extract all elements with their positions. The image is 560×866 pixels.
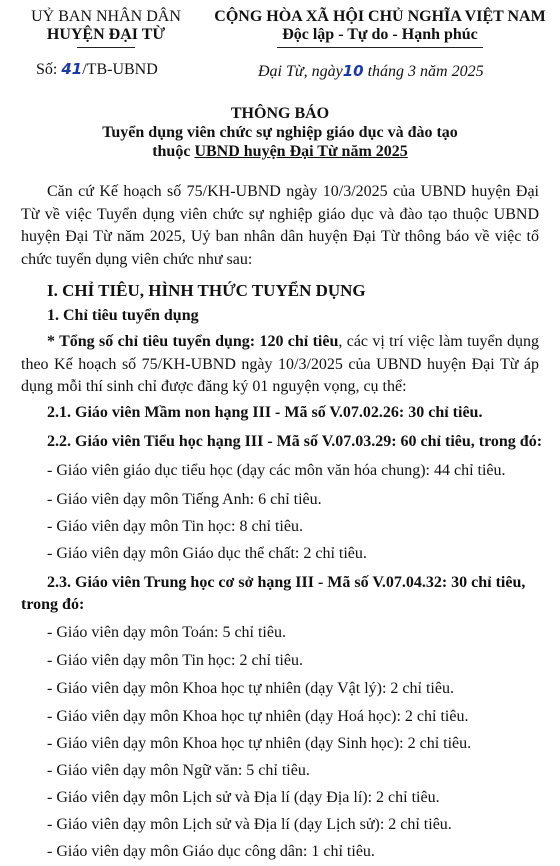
total-bold: * Tổng số chỉ tiêu tuyển dụng: 120 chỉ tiêu <box>47 333 339 350</box>
secondary-item: - Giáo viên dạy môn Ngữ văn: 5 chỉ tiêu. <box>47 762 310 779</box>
document-subtitle-2 <box>0 143 560 161</box>
subtitle-prefix: thuộc <box>152 143 195 160</box>
secondary-item: - Giáo viên dạy môn Giáo dục công dân: 1 chỉ tiêu. <box>47 843 375 860</box>
total-rest: , các vị trí việc làm tuyển dụng theo Kế hoạch số 75/KH-UBND ngày 10/3/2025 của UBND huyện Đại Từ áp dụng mỗi thí sinh chỉ được đăng ký 01 nguyện vọng, cụ thể: <box>21 333 539 395</box>
number-handwritten: 41 <box>61 60 83 78</box>
section-heading-1: I. CHỈ TIÊU, HÌNH THỨC TUYỂN DỤNG <box>47 281 366 300</box>
number-suffix: /TB-UBND <box>82 61 158 78</box>
date-day-handwritten: 10 <box>342 62 364 80</box>
primary-item: - Giáo viên dạy môn Giáo dục thể chất: 2 chỉ tiêu. <box>47 545 367 562</box>
item-2-1: 2.1. Giáo viên Mầm non hạng III - Mã số V.07.02.26: 30 chỉ tiêu. <box>47 404 483 421</box>
date-prefix: Đại Từ, ngày <box>258 63 343 80</box>
total-paragraph <box>21 331 539 399</box>
date-suffix: tháng 3 năm 2025 <box>367 63 484 80</box>
agency-underline <box>77 47 135 48</box>
intro-paragraph: Căn cứ Kế hoạch số 75/KH-UBND ngày 10/3/2025 của UBND huyện Đại Từ về việc Tuyển dụng viên chức sự nghiệp giáo dục và đào tạo thuộc UBND huyện Đại Từ năm 2025, Uỷ ban nhân dân huyện Đại Từ thông báo về việc tổ chức tuyển dụng viên chức như sau: <box>21 183 539 268</box>
primary-item: - Giáo viên dạy môn Tin học: 8 chỉ tiêu. <box>47 518 303 535</box>
agency-line2: HUYỆN ĐẠI TỪ <box>46 26 166 43</box>
secondary-item: - Giáo viên dạy môn Khoa học tự nhiên (dạy Sinh học): 2 chỉ tiêu. <box>47 735 472 752</box>
secondary-item: - Giáo viên dạy môn Lịch sử và Địa lí (dạy Lịch sử): 2 chỉ tiêu. <box>47 816 452 833</box>
agency-line1: UỶ BAN NHÂN DÂN <box>31 8 181 25</box>
secondary-item: - Giáo viên dạy môn Khoa học tự nhiên (dạy Vật lý): 2 chỉ tiêu. <box>47 680 454 697</box>
agency-name <box>6 8 206 44</box>
secondary-item: - Giáo viên dạy môn Khoa học tự nhiên (dạy Hoá học): 2 chỉ tiêu. <box>47 708 469 725</box>
item-2-3-line2: trong đó: <box>21 596 85 613</box>
secondary-item: - Giáo viên dạy môn Tin học: 2 chỉ tiêu. <box>47 652 303 669</box>
document-date <box>258 62 484 81</box>
subtitle-underlined: UBND huyện Đại Từ năm 2025 <box>194 143 408 160</box>
document-number <box>36 60 158 79</box>
item-2-3-line1: 2.3. Giáo viên Trung học cơ sở hạng III - Mã số V.07.04.32: 30 chỉ tiêu, <box>47 574 526 591</box>
secondary-item: - Giáo viên dạy môn Toán: 5 chỉ tiêu. <box>47 624 286 641</box>
national-heading <box>208 8 552 44</box>
document-subtitle-1: Tuyển dụng viên chức sự nghiệp giáo dục và đào tạo <box>102 124 458 141</box>
motto-underline <box>277 47 483 48</box>
subsection-heading-1: 1. Chỉ tiêu tuyển dụng <box>47 307 199 324</box>
secondary-item: - Giáo viên dạy môn Lịch sử và Địa lí (dạy Địa lí): 2 chỉ tiêu. <box>47 789 440 806</box>
number-prefix: Số: <box>36 61 58 78</box>
document-title: THÔNG BÁO <box>230 105 330 122</box>
item-2-2: 2.2. Giáo viên Tiểu học hạng III - Mã số V.07.03.29: 60 chỉ tiêu, trong đó: <box>47 433 543 450</box>
national-motto: Độc lập - Tự do - Hạnh phúc <box>282 26 478 43</box>
nation-name: CỘNG HÒA XÃ HỘI CHỦ NGHĨA VIỆT NAM <box>214 8 546 25</box>
primary-item: - Giáo viên giáo dục tiểu học (dạy các môn văn hóa chung): 44 chỉ tiêu. <box>47 462 506 479</box>
primary-item: - Giáo viên dạy môn Tiếng Anh: 6 chỉ tiêu. <box>47 491 322 508</box>
